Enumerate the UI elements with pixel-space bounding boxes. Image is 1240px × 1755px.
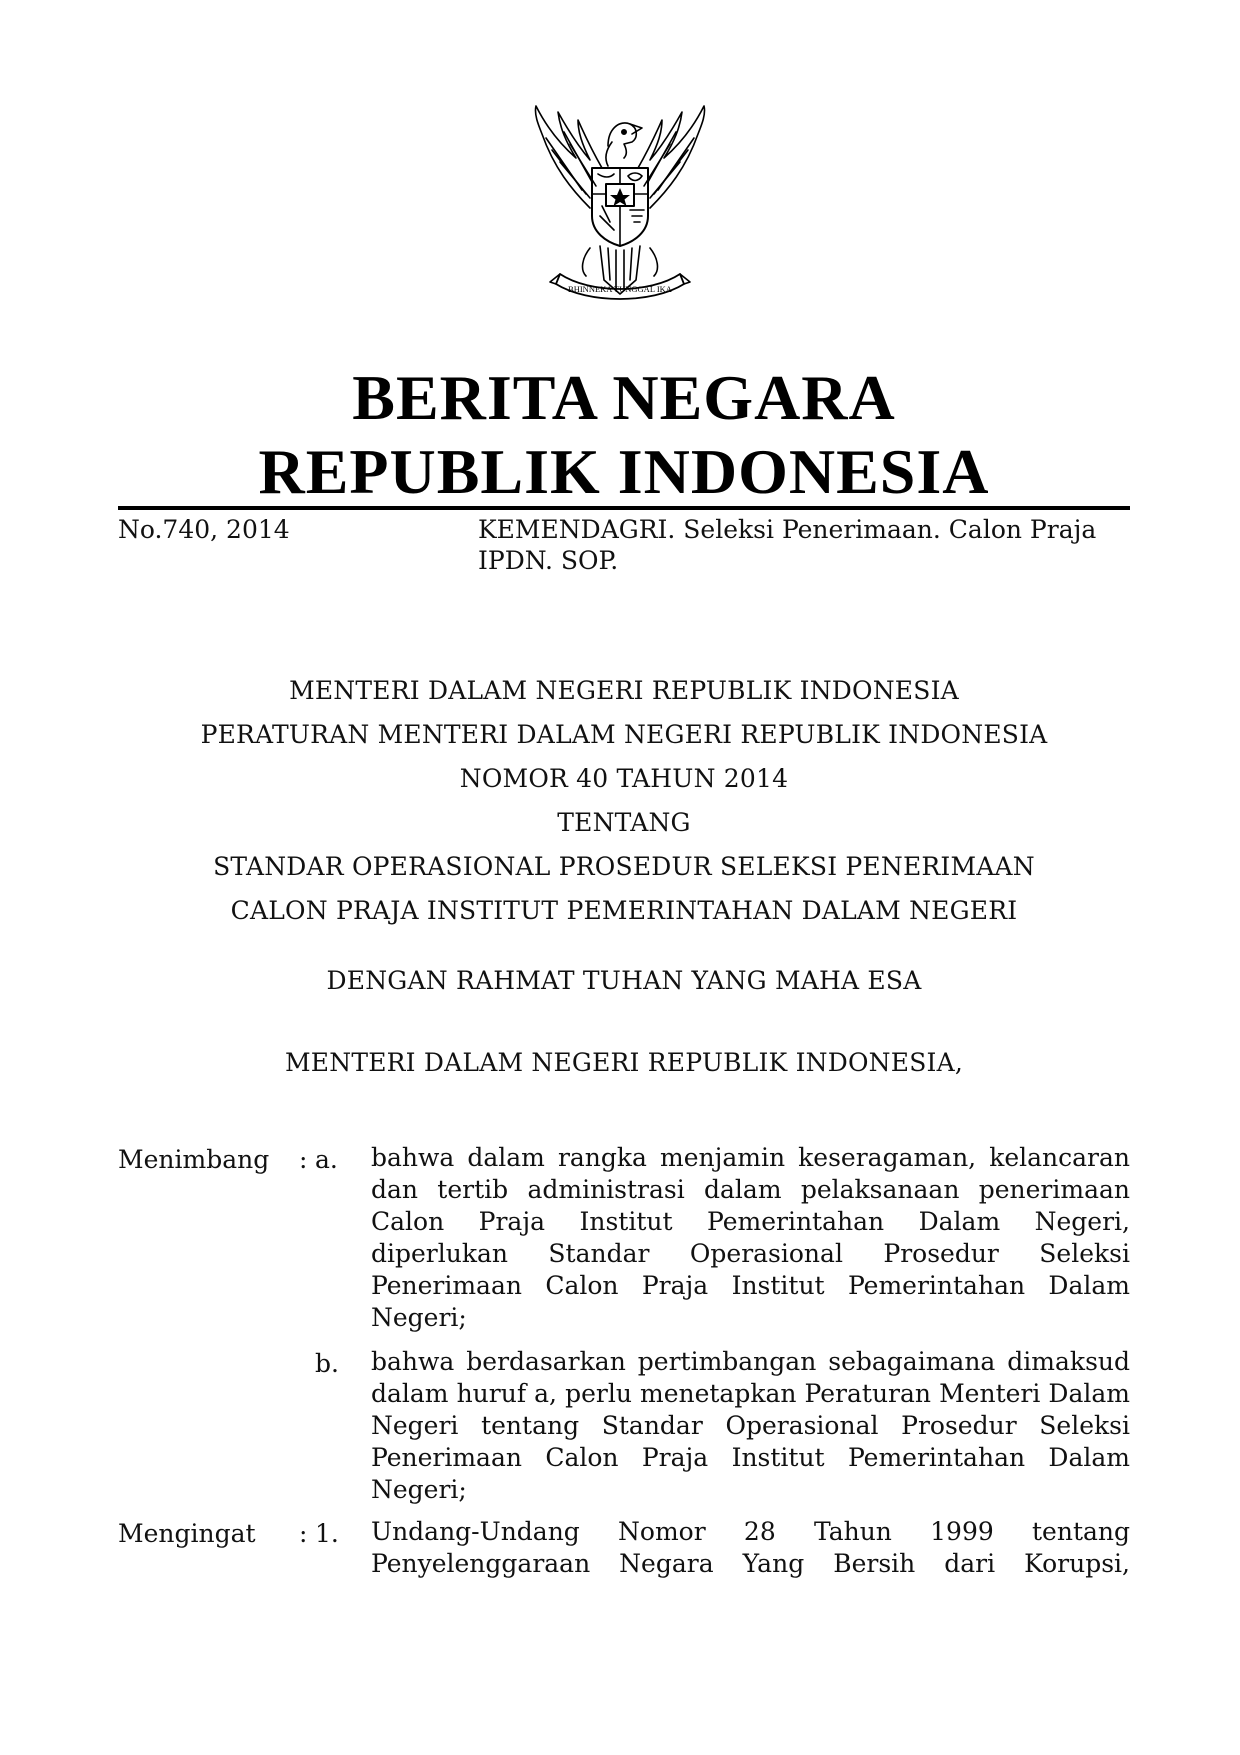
regulation-blessing: DENGAN RAHMAT TUHAN YANG MAHA ESA <box>326 966 922 995</box>
menimbang-item-a-marker: a. <box>315 1145 338 1174</box>
regulation-title-line2: CALON PRAJA INSTITUT PEMERINTAHAN DALAM NEGERI <box>230 896 1018 925</box>
gazette-title-line2: REPUBLIK INDONESIA <box>258 436 990 507</box>
mengingat-item-1-marker: 1. <box>315 1519 339 1548</box>
menimbang-item-b-marker: b. <box>315 1349 339 1378</box>
emblem-motto: BHINNEKA TUNGGAL IKA <box>568 284 672 294</box>
regulation-title-line1: STANDAR OPERASIONAL PROSEDUR SELEKSI PENERIMAAN <box>213 852 1035 881</box>
regulation-about: TENTANG <box>557 808 691 837</box>
regulation-number: NOMOR 40 TAHUN 2014 <box>459 764 789 793</box>
garuda-emblem-icon <box>520 98 720 310</box>
regulation-type: PERATURAN MENTERI DALAM NEGERI REPUBLIK INDONESIA <box>200 720 1048 749</box>
mengingat-label: Mengingat <box>118 1519 256 1548</box>
gazette-number: No.740, 2014 <box>118 515 290 544</box>
gazette-subject: KEMENDAGRI. Seleksi Penerimaan. Calon Praja IPDN. SOP. <box>478 515 1097 575</box>
mengingat-colon: : <box>299 1519 308 1548</box>
menimbang-item-a-text: bahwa dalam rangka menjamin keseragaman, kelancaran dan tertib administrasi dalam pelaksanaan penerimaan Calon Praja Institut Pemerintahan Dalam Negeri, diperlukan Standar Operasional Prosedur Seleksi Penerimaan Calon Praja Institut Pemerintahan Dalam Negeri; <box>371 1143 1130 1332</box>
menimbang-label: Menimbang <box>118 1145 270 1174</box>
mengingat-item-1-text: Undang-Undang Nomor 28 Tahun 1999 tentang Penyelenggaraan Negara Yang Bersih dari Korupsi, <box>371 1517 1130 1578</box>
regulation-issuer: MENTERI DALAM NEGERI REPUBLIK INDONESIA <box>289 676 959 705</box>
menimbang-colon: : <box>299 1145 308 1174</box>
gazette-title-line1: BERITA NEGARA <box>352 362 896 433</box>
regulation-signatory: MENTERI DALAM NEGERI REPUBLIK INDONESIA, <box>285 1048 963 1077</box>
menimbang-item-b-text: bahwa berdasarkan pertimbangan sebagaimana dimaksud dalam huruf a, perlu menetapkan Peraturan Menteri Dalam Negeri tentang Standar Operasional Prosedur Seleksi Penerimaan Calon Praja Institut Pemerintahan Dalam Negeri; <box>371 1347 1130 1504</box>
masthead-divider <box>118 506 1130 510</box>
